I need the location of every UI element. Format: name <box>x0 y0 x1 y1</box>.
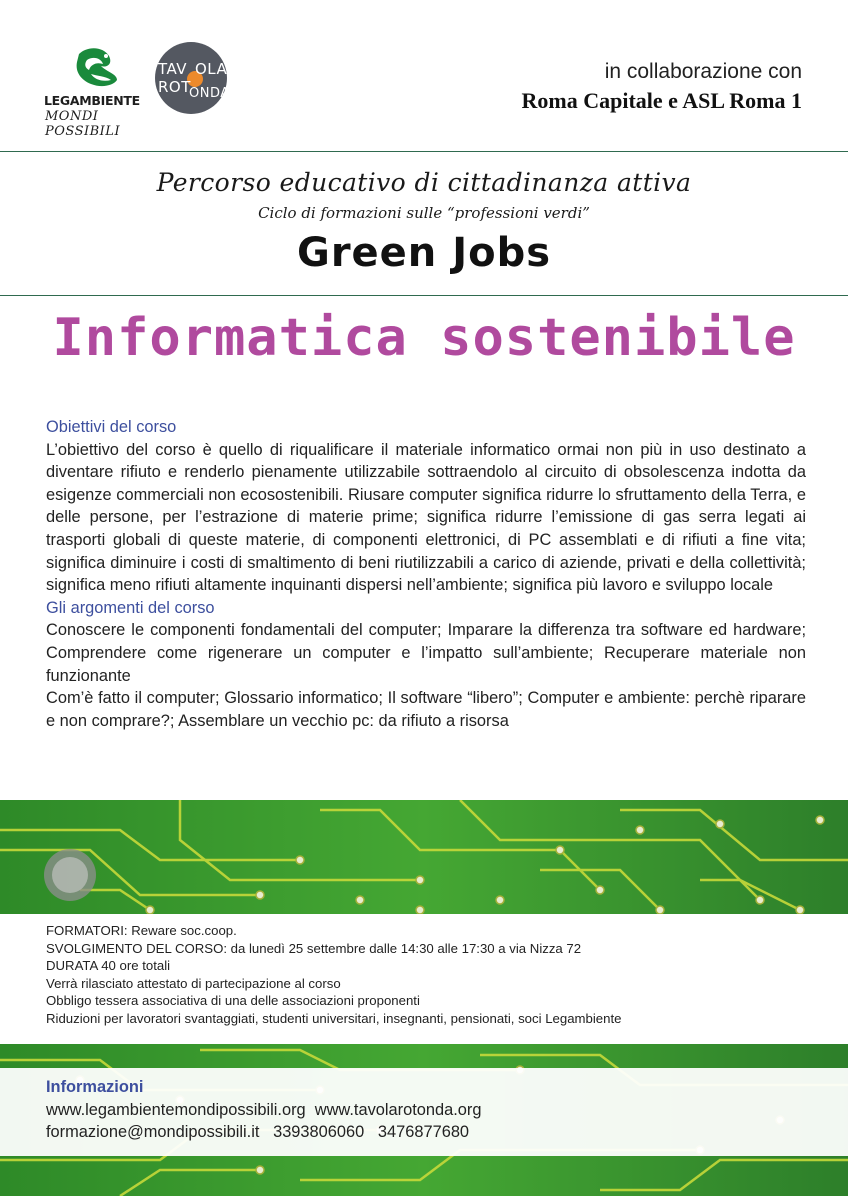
swan-icon <box>73 46 119 90</box>
legambiente-name: LEGAMBIENTE <box>44 93 140 108</box>
program-title: Green Jobs <box>296 230 552 276</box>
detail-trainers: FORMATORI: Reware soc.coop. <box>46 923 237 938</box>
course-details <box>46 922 826 1028</box>
collaboration-partners: Roma Capitale e ASL Roma 1 <box>521 88 802 113</box>
top-divider <box>0 151 848 152</box>
legambiente-logo <box>40 40 150 139</box>
legambiente-tagline: MONDI POSSIBILI <box>45 109 121 139</box>
tavola-text-4: ONDA <box>189 86 230 101</box>
course-path-title: Percorso educativo di cittadinanza attiva <box>156 168 692 197</box>
detail-duration: DURATA 40 ore totali <box>46 958 171 974</box>
objectives-text: L’obiettivo del corso è quello di riqualificare il materiale informatico ormai non più in uso destinato a diventare rifiuto e renderlo pienamente utilizzabile sottraendolo al circuito di obsolescenza indotta da esigenze commerciali non ecosostenibili. Riusare computer significa ridurre lo sfruttamento della Terra, e delle persone, per l’estrazione di materie prime; significa ridurre l’emissione di gas serra legati ai trasporti globali di queste materie, di componenti elettronici, di PC assemblati e di rifiuti a fine vita; significa diminuire i costi di smaltimento di beni riutilizzabili a carico di aziende, privati e della collettività; significa meno rifiuti altamente inquinanti dispersi nell’ambiente; significa più lavoro e sviluppo locale <box>46 440 806 595</box>
cycle-subtitle: Ciclo di formazioni sulle “professioni verdi” <box>258 204 590 222</box>
contacts <box>46 1076 806 1143</box>
topics-text-2: Com’è fatto il computer; Glossario informatico; Il software “libero”; Computer e ambiente: perchè riparare e non comprare?; Assemblare un vecchio pc: da rifiuto a risorsa <box>46 689 806 730</box>
middle-divider <box>0 295 848 296</box>
detail-certificate: Verrà rilasciato attestato di partecipazione al corso <box>46 975 341 991</box>
contact-websites[interactable]: www.legambientemondipossibili.org www.tavolarotonda.org <box>46 1100 482 1119</box>
detail-membership: Obbligo tessera associativa di una delle associazioni proponenti <box>46 993 420 1009</box>
course-description <box>46 416 806 732</box>
tavola-text-2: OLA <box>195 60 228 78</box>
topics-heading: Gli argomenti del corso <box>46 598 215 617</box>
detail-discounts: Riduzioni per lavoratori svantaggiati, studenti universitari, insegnanti, pensionati, soci Legambiente <box>46 1010 622 1026</box>
tavola-text-3: ROT <box>158 78 191 96</box>
detail-schedule: SVOLGIMENTO DEL CORSO: da lunedì 25 settembre dalle 14:30 alle 17:30 a via Nizza 72 <box>46 940 582 956</box>
contacts-heading: Informazioni <box>46 1078 144 1096</box>
tavola-text-1: TAV <box>158 60 188 78</box>
topics-text-1: Conoscere le componenti fondamentali del computer; Imparare la differenza tra software ed hardware; Comprendere come rigenerare un computer e l’impatto sull’ambiente; Recuperare materiale non funzionante <box>46 621 806 685</box>
main-title: Informatica sostenibile <box>52 308 796 368</box>
objectives-heading: Obiettivi del corso <box>46 418 177 436</box>
collaboration-label: in collaborazione con <box>604 60 802 83</box>
contact-email-phones[interactable]: formazione@mondipossibili.it 3393806060 3476877680 <box>46 1123 470 1141</box>
tavola-rotonda-logo <box>155 42 230 114</box>
